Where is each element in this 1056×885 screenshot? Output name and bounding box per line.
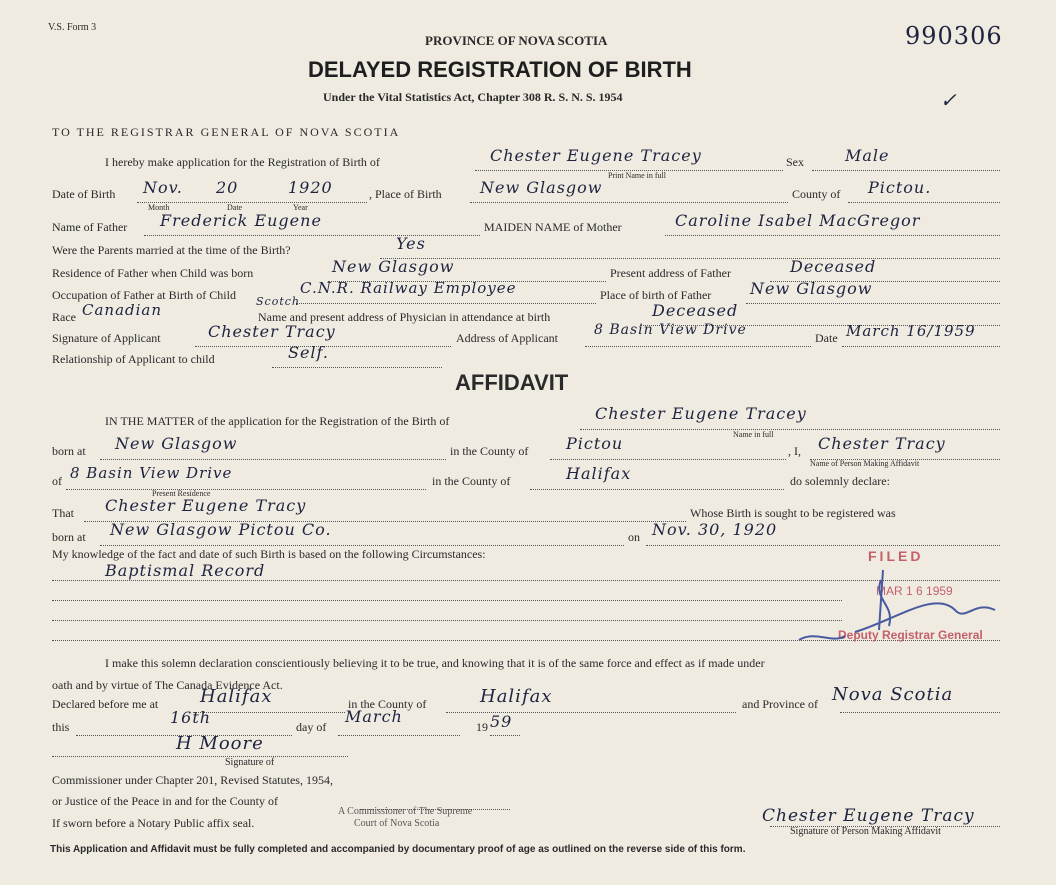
born-at-value: New Glasgow: [115, 434, 238, 453]
that-name: Chester Eugene Tracy: [105, 496, 307, 515]
father-name: Frederick Eugene: [160, 211, 322, 230]
province-heading: PROVINCE OF NOVA SCOTIA: [425, 33, 608, 48]
date-hint: Date: [227, 203, 243, 212]
knowledge-text: My knowledge of the fact and date of such Birth is based on the following Circumstances:: [52, 547, 486, 561]
i-label: , I,: [788, 444, 801, 458]
commissioner-stamp-line-1: A Commissioner of The Supreme: [338, 806, 473, 817]
that-label: That: [52, 506, 74, 520]
aff-child-name: Chester Eugene Tracey: [595, 404, 807, 423]
addr-app-value: 8 Basin View Drive: [594, 322, 747, 338]
filed-stamp: FILED: [868, 548, 924, 564]
declare-text: do solemnly declare:: [790, 474, 890, 488]
county-value-3: Halifax: [566, 464, 632, 483]
dob-date: 20: [216, 178, 239, 197]
mother-name: Caroline Isabel MacGregor: [675, 211, 921, 230]
relation-value: Self.: [288, 343, 329, 362]
aff-intro: IN THE MATTER of the application for the Registration of the Birth of: [105, 414, 450, 428]
child-name: Chester Eugene Tracey: [490, 146, 702, 165]
present-addr-value: Deceased: [790, 257, 877, 276]
occupation-value: C.N.R. Railway Employee: [300, 279, 517, 297]
county-value: Pictou.: [868, 178, 932, 197]
sig-label: Signature of Applicant: [52, 331, 161, 345]
name-in-full-hint: Name in full: [733, 430, 774, 439]
registration-number: 990306: [905, 22, 1003, 50]
dob-year: 1920: [288, 178, 333, 197]
affiant-caption: Signature of Person Making Affidavit: [790, 826, 941, 837]
on-date: Nov. 30, 1920: [652, 520, 778, 539]
county-value-4: Halifax: [480, 686, 553, 707]
county-label-4: in the County of: [348, 697, 427, 711]
present-addr-label: Present address of Father: [610, 266, 731, 280]
whose-text: Whose Birth is sought to be registered was: [690, 506, 896, 520]
born-at-label-2: born at: [52, 530, 86, 544]
this-day-value: 16th: [170, 708, 212, 727]
married-label: Were the Parents married at the time of the Birth?: [52, 243, 291, 257]
registrar-signature-icon: [785, 560, 1005, 670]
commissioner-stamp-line-2: Court of Nova Scotia: [354, 818, 440, 829]
affidavit-title: AFFIDAVIT: [455, 370, 569, 395]
declared-label: Declared before me at: [52, 697, 159, 711]
county-label: County of: [792, 187, 841, 201]
county-label-3: in the County of: [432, 474, 511, 488]
filed-stamp-date: MAR 1 6 1959: [876, 584, 953, 598]
res-father-label: Residence of Father when Child was born: [52, 266, 254, 280]
of-label: of: [52, 474, 62, 488]
form-id: V.S. Form 3: [48, 22, 97, 33]
this-label: this: [52, 720, 70, 734]
year-value: 59: [490, 712, 513, 731]
county-value-2: Pictou: [566, 434, 624, 453]
on-label: on: [628, 530, 640, 544]
commissioner-signature: H Moore: [176, 733, 264, 754]
province-label: and Province of: [742, 697, 818, 711]
commissioner-line-2: or Justice of the Peace in and for the County of: [52, 794, 278, 808]
circumstance-value: Baptismal Record: [105, 561, 266, 580]
physician-value: Deceased: [652, 301, 739, 320]
sex-label: Sex: [786, 155, 804, 169]
province-value: Nova Scotia: [832, 684, 954, 705]
race-value: Canadian: [82, 301, 163, 319]
of-value: 8 Basin View Drive: [70, 464, 233, 482]
page-title: DELAYED REGISTRATION OF BIRTH: [308, 57, 692, 82]
footer-note: This Application and Affidavit must be fully completed and accompanied by documentary proof of age as outlined on the reverse side of this form.: [50, 844, 746, 855]
print-name-hint: Print Name in full: [608, 171, 666, 180]
born-at-label: born at: [52, 444, 86, 458]
born-at-value-2: New Glasgow Pictou Co.: [110, 520, 332, 539]
declared-at-value: Halifax: [200, 686, 273, 707]
day-of-label: day of: [296, 720, 327, 734]
signature-of-caption: Signature of: [225, 757, 275, 768]
date-value: March 16/1959: [846, 322, 976, 340]
deputy-registrar-stamp: Deputy Registrar General: [838, 628, 983, 642]
addressee: TO THE REGISTRAR GENERAL OF NOVA SCOTIA: [52, 125, 401, 139]
affiant-signature: Chester Eugene Tracy: [762, 806, 975, 826]
year-hint: Year: [293, 203, 308, 212]
solemn-line-2: oath and by virtue of The Canada Evidence Act.: [52, 678, 283, 692]
occupation-label: Occupation of Father at Birth of Child: [52, 288, 236, 302]
father-label: Name of Father: [52, 220, 128, 234]
pob-value: New Glasgow: [480, 178, 603, 197]
pob-father-value: New Glasgow: [750, 279, 873, 298]
relation-label: Relationship of Applicant to child: [52, 352, 215, 366]
pob-father-label: Place of birth of Father: [600, 288, 712, 302]
month-hint: Month: [148, 203, 170, 212]
county-label-2: in the County of: [450, 444, 529, 458]
child-sex: Male: [845, 146, 890, 165]
application-intro: I hereby make application for the Registration of Birth of: [105, 155, 380, 169]
addr-app-label: Address of Applicant: [456, 331, 558, 345]
physician-label: Name and present address of Physician in attendance at birth: [258, 310, 551, 324]
commissioner-line-3: If sworn before a Notary Public affix seal.: [52, 816, 255, 830]
dob-label: Date of Birth: [52, 187, 116, 201]
married-value: Yes: [396, 234, 426, 253]
res-father-value: New Glasgow: [332, 257, 455, 276]
mother-label: MAIDEN NAME of Mother: [484, 220, 622, 234]
page-subtitle: Under the Vital Statistics Act, Chapter 308 R. S. N. S. 1954: [323, 90, 623, 104]
present-res-hint: Present Residence: [152, 489, 211, 498]
race-extra: Scotch: [256, 295, 300, 308]
year-prefix: 19: [476, 720, 488, 734]
dob-month: Nov.: [143, 178, 183, 197]
check-mark-icon: ✓: [940, 88, 958, 112]
person-name: Chester Tracy: [818, 434, 946, 453]
month-value: March: [345, 707, 403, 726]
applicant-signature: Chester Tracy: [208, 322, 336, 341]
commissioner-line-1: Commissioner under Chapter 201, Revised Statutes, 1954,: [52, 773, 333, 787]
date-label: Date: [815, 331, 838, 345]
pob-label: , Place of Birth: [369, 187, 442, 201]
person-hint: Name of Person Making Affidavit: [810, 459, 920, 468]
race-label: Race: [52, 310, 76, 324]
solemn-line-1: I make this solemn declaration conscientiously believing it to be true, and knowing that it is of the same force and effect as if made under: [105, 656, 765, 670]
